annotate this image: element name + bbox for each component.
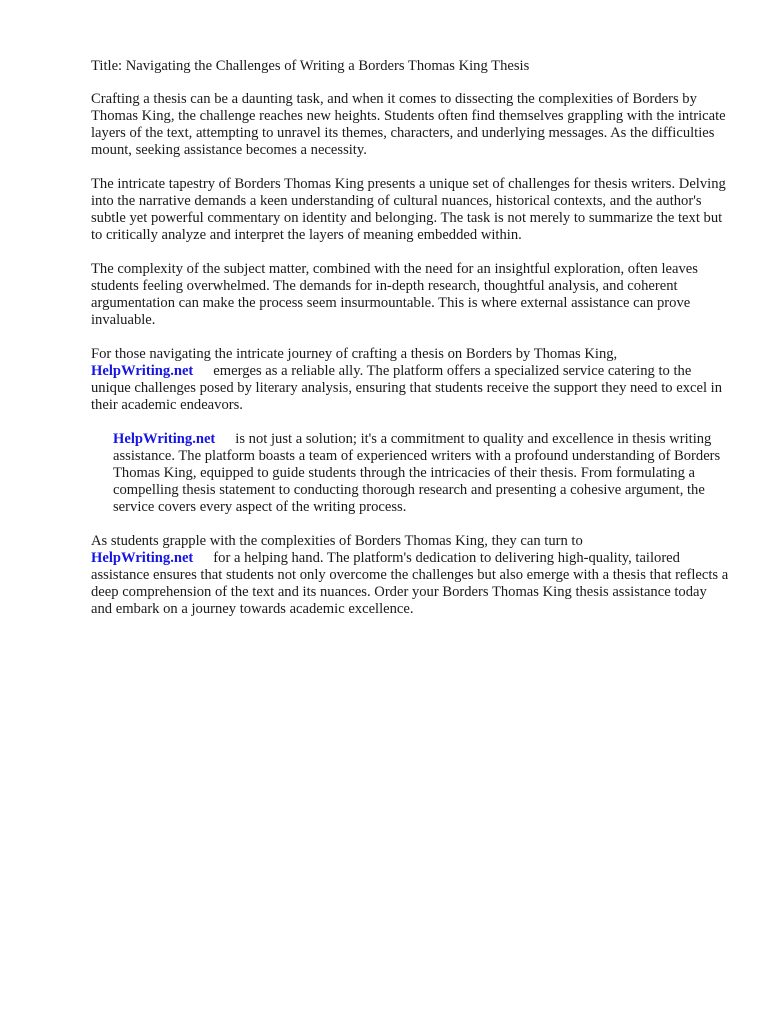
paragraph-conclusion-text-after: for a helping hand. The platform's dedication to delivering high-quality, tailored assistance ensures that students not only overcome the challenges but also emerge with a thesis that reflects a deep comprehension of the text and its nuances. Order your Borders Thomas King thesis assistance today and embark on a journey towards academic excellence. bbox=[91, 550, 729, 617]
paragraph-ally-text-before: For those navigating the intricate journey of crafting a thesis on Borders by Thomas King, bbox=[91, 346, 618, 362]
paragraph-commitment-text: is not just a solution; it's a commitment to quality and excellence in thesis writing assistance. The platform boasts a team of experienced writers with a profound understanding of Borders Thomas King, equipped to guide students through the intricacies of their thesis. From formulating a compelling thesis statement to conducting thorough research and presenting a cohesive argument, the service covers every aspect of the writing process. bbox=[113, 431, 721, 515]
document-title: Title: Navigating the Challenges of Writing a Borders Thomas King Thesis bbox=[91, 58, 530, 74]
paragraph-challenges: The intricate tapestry of Borders Thomas King presents a unique set of challenges for thesis writers. Delving into the narrative demands a keen understanding of cultural nuances, historical contexts, and the author's subtle yet powerful commentary on identity and belonging. The task is not merely to summarize the text but to critically analyze and interpret the layers of meaning embedded within. bbox=[91, 176, 726, 243]
document-page bbox=[91, 58, 731, 635]
paragraph-conclusion bbox=[91, 533, 731, 618]
helpwriting-link-3[interactable]: HelpWriting.net bbox=[91, 550, 194, 566]
helpwriting-link-2[interactable]: HelpWriting.net bbox=[113, 431, 216, 447]
paragraph-intro: Crafting a thesis can be a daunting task, and when it comes to dissecting the complexities of Borders by Thomas King, the challenge reaches new heights. Students often find themselves grappling with the intricate layers of the text, attempting to unravel its themes, characters, and underlying messages. As the difficulties mount, seeking assistance becomes a necessity. bbox=[91, 91, 726, 158]
helpwriting-link-1[interactable]: HelpWriting.net bbox=[91, 363, 194, 379]
paragraph-ally bbox=[91, 346, 731, 414]
paragraph-conclusion-text-before: As students grapple with the complexities of Borders Thomas King, they can turn to bbox=[91, 533, 583, 549]
paragraph-ally-text-after: emerges as a reliable ally. The platform offers a specialized service catering to the unique challenges posed by literary analysis, ensuring that students receive the support they need to excel in their academic endeavors. bbox=[91, 363, 722, 413]
paragraph-commitment bbox=[91, 431, 731, 516]
paragraph-complexity: The complexity of the subject matter, combined with the need for an insightful exploration, often leaves students feeling overwhelmed. The demands for in-depth research, thoughtful analysis, and coherent argumentation can make the process seem insurmountable. This is where external assistance can prove invaluable. bbox=[91, 261, 698, 328]
